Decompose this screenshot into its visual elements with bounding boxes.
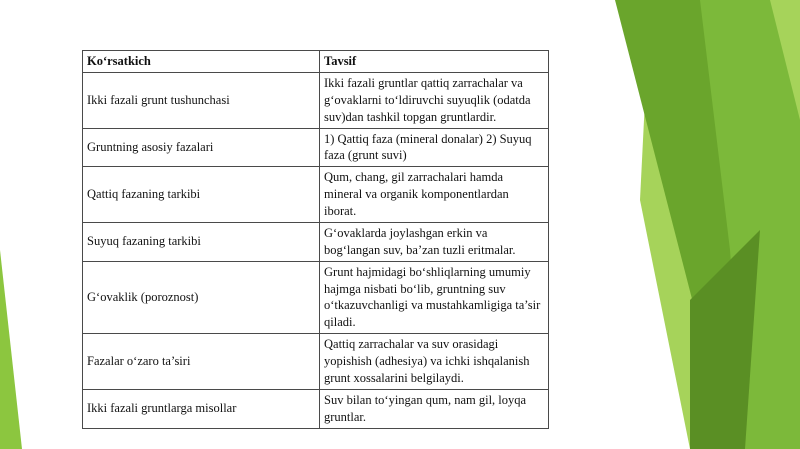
indicator-cell: G‘ovaklik (poroznost) [83,261,320,334]
description-cell: 1) Qattiq faza (mineral donalar) 2) Suyuq faza (grunt suvi) [320,128,549,167]
left-green-wedge [0,250,22,449]
description-cell: G‘ovaklarda joylashgan erkin va bog‘langan suv, ba’zan tuzli eritmalar. [320,222,549,261]
header-description: Tavsif [320,51,549,73]
indicator-cell: Suyuq fazaning tarkibi [83,222,320,261]
table-row [83,334,549,390]
indicator-cell: Ikki fazali grunt tushunchasi [83,72,320,128]
table-row [83,261,549,334]
description-cell: Qattiq zarrachalar va suv orasidagi yopishish (adhesiya) va ichki ishqalanish grunt xossalarini belgilaydi. [320,334,549,390]
description-cell: Suv bilan to‘yingan qum, nam gil, loyqa gruntlar. [320,389,549,428]
description-cell: Ikki fazali gruntlar qattiq zarrachalar va g‘ovaklarni to‘ldiruvchi suyuqlik (odatda suv)dan tashkil topgan gruntlardir. [320,72,549,128]
indicator-cell: Ikki fazali gruntlarga misollar [83,389,320,428]
indicator-cell: Gruntning asosiy fazalari [83,128,320,167]
description-cell: Grunt hajmidagi bo‘shliqlarning umumiy hajmga nisbati bo‘lib, gruntning suv o‘tkazuvchanligi va mustahkamligiga ta’sir qiladi. [320,261,549,334]
table-row [83,72,549,128]
indicator-cell: Fazalar o‘zaro ta’siri [83,334,320,390]
description-cell: Qum, chang, gil zarrachalari hamda mineral va organik komponentlardan iborat. [320,167,549,223]
header-indicator: Ko‘rsatkich [83,51,320,73]
table-row [83,167,549,223]
table-header-row [83,51,549,73]
table-row [83,389,549,428]
indicator-table [82,50,549,429]
table-row [83,222,549,261]
table-row [83,128,549,167]
indicator-cell: Qattiq fazaning tarkibi [83,167,320,223]
